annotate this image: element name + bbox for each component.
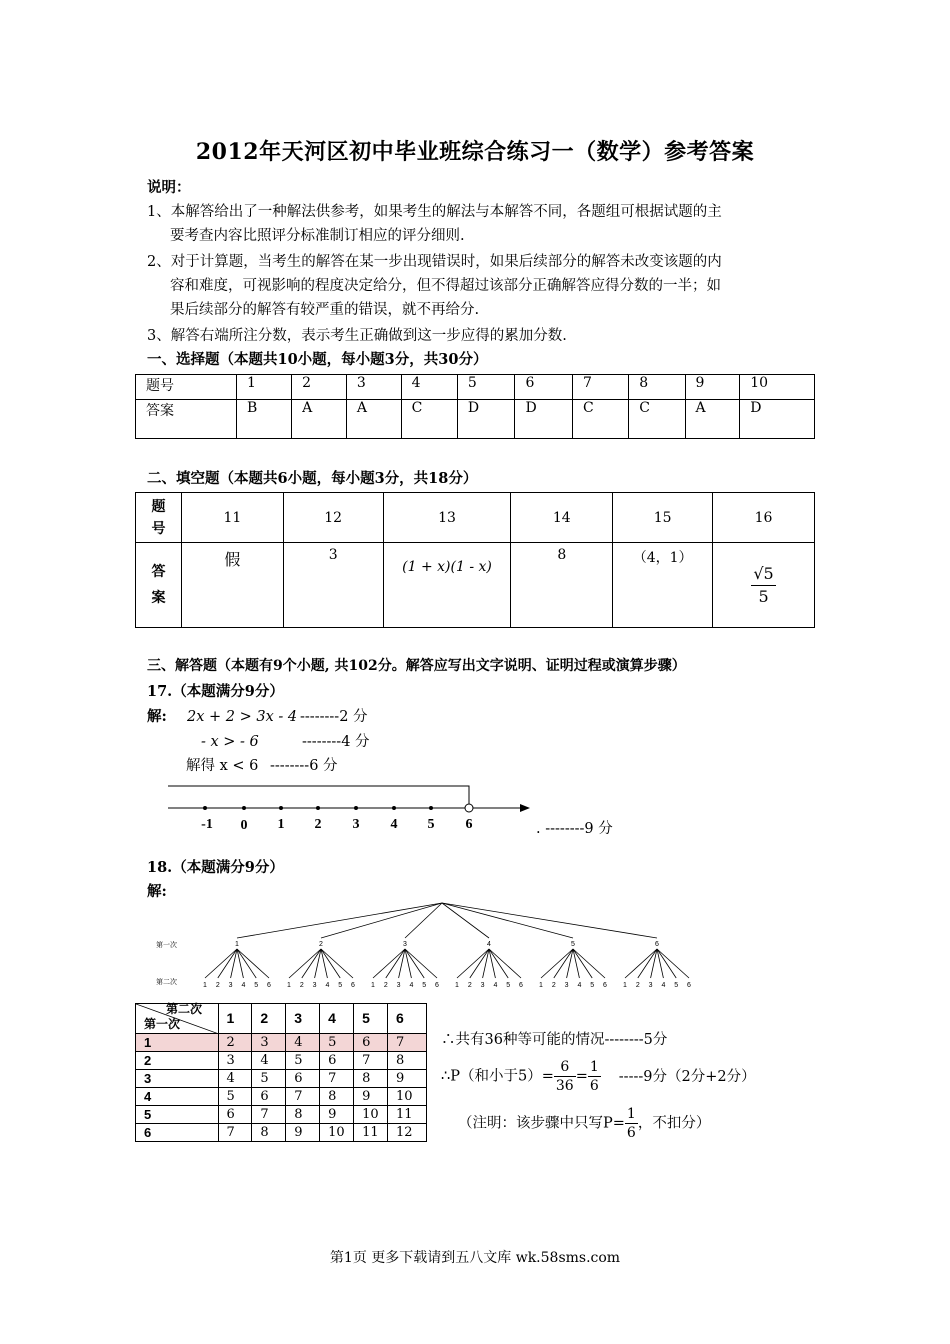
- cell: 2: [292, 375, 347, 400]
- cell: 9: [320, 1106, 354, 1124]
- q18-conclusion-2: [441, 1058, 756, 1095]
- cell-label: [136, 493, 182, 543]
- tree-node-label: 6: [655, 941, 659, 948]
- tick: [429, 806, 433, 810]
- cell: 10: [320, 1124, 354, 1142]
- q18-heading: 18.（本题满分9分）: [147, 859, 284, 876]
- cell: 16: [713, 493, 815, 543]
- label-part: 案: [151, 590, 166, 606]
- cell: 6: [354, 1034, 388, 1052]
- answer-14: 8: [511, 543, 613, 628]
- note-1b: 要考查内容比照评分标准制订相应的评分细则.: [170, 228, 465, 244]
- section1-heading: 一、选择题（本题共10小题，每小题3分，共30分）: [147, 351, 488, 368]
- cell: 5: [286, 1052, 320, 1070]
- prob-prefix: ∴P（和小于5）=: [441, 1068, 554, 1085]
- tree-leaf-label: 3: [480, 982, 485, 989]
- cell: 11: [388, 1106, 427, 1124]
- cell: 2: [218, 1034, 252, 1052]
- tree-row-label: 第二次: [156, 979, 177, 986]
- tree-leaf-label: 3: [396, 982, 401, 989]
- label-part: 号: [151, 520, 166, 537]
- tree-leaf-label: 5: [590, 982, 595, 989]
- denominator: 6: [626, 1125, 636, 1141]
- axis-label: 3: [352, 817, 360, 832]
- tree-leaf-label: 4: [661, 982, 666, 989]
- cell: 6: [320, 1052, 354, 1070]
- tree-labels: [203, 941, 691, 989]
- cell: 6: [252, 1088, 286, 1106]
- axis-label: 5: [427, 817, 435, 832]
- q17-step-2: - x > - 6: [201, 734, 259, 750]
- answer-11: 假: [181, 543, 283, 628]
- cell: D: [457, 400, 515, 439]
- table-row: [136, 1034, 427, 1052]
- table-corner: [136, 1004, 219, 1034]
- q17-heading: 17.（本题满分9分）: [147, 683, 284, 700]
- tree-leaf-label: 3: [228, 982, 233, 989]
- cell: 7: [320, 1070, 354, 1088]
- tree-leaf-label: 4: [409, 982, 414, 989]
- cell: 5: [320, 1034, 354, 1052]
- cell: 15: [613, 493, 713, 543]
- cell: 7: [573, 375, 629, 400]
- cell: 8: [286, 1106, 320, 1124]
- tree-leaf-label: 5: [506, 982, 511, 989]
- tree-leaf-label: 2: [551, 982, 556, 989]
- tree-leaf-label: 5: [422, 982, 427, 989]
- tree-branch: [442, 903, 489, 938]
- equals: =: [575, 1068, 588, 1085]
- axis-label: 2: [314, 817, 322, 832]
- cell: C: [629, 400, 685, 439]
- tree-leaf-label: 6: [267, 982, 271, 989]
- tree-node-label: 5: [571, 941, 575, 948]
- tree-leaf-label: 6: [603, 982, 607, 989]
- col-header: 2: [252, 1004, 286, 1034]
- table-row: [136, 1124, 427, 1142]
- tree-leaf-label: 5: [338, 982, 343, 989]
- cell: 6: [515, 375, 573, 400]
- cell: 9: [286, 1124, 320, 1142]
- table-row: [136, 1106, 427, 1124]
- cell: 10: [388, 1088, 427, 1106]
- q17-jie: 解:: [147, 708, 167, 725]
- q17-step-1: 2x + 2 > 3x - 4: [187, 709, 298, 725]
- note-suffix: ，不扣分）: [637, 1115, 711, 1132]
- table-row: [136, 1070, 427, 1088]
- tree-row-label: 第一次: [156, 942, 177, 949]
- note-2b: 容和难度，可视影响的程度决定给分，但不得超过该部分正确解答应得分数的一半；如: [170, 278, 721, 294]
- col-header: 4: [320, 1004, 354, 1034]
- row-header: 4: [136, 1088, 219, 1106]
- fill-answer-table: [135, 492, 815, 628]
- table-row: [136, 1052, 427, 1070]
- note-2a: 2、对于计算题，当考生的解答在某一步出现错误时，如果后续部分的解答未改变该题的内: [147, 254, 722, 270]
- corner-top: 第二次: [166, 1002, 203, 1016]
- tree-node-label: 2: [319, 941, 323, 948]
- tree-leaf-label: 6: [351, 982, 355, 989]
- cell: 5: [252, 1070, 286, 1088]
- row-header: 1: [136, 1034, 219, 1052]
- tree-leaf-label: 4: [325, 982, 330, 989]
- answer-15: （4，1）: [613, 543, 713, 628]
- number-line: [160, 780, 550, 835]
- cell: 9: [685, 375, 740, 400]
- choice-answer-table: [135, 374, 815, 439]
- numerator: 6: [554, 1058, 576, 1077]
- tree-leaf-label: 5: [674, 982, 679, 989]
- q18-jie: 解:: [147, 883, 167, 900]
- page-footer: 第1页 更多下载请到五八文库 wk.58sms.com: [329, 1250, 621, 1266]
- tree-leaf-label: 4: [493, 982, 498, 989]
- cell-label: [136, 543, 182, 628]
- note-1a: 1、本解答给出了一种解法供参考，如果考生的解法与本解答不同，各题组可根据试题的主: [147, 204, 722, 220]
- cell: 10: [740, 375, 815, 400]
- cell: 8: [354, 1070, 388, 1088]
- cell: 12: [388, 1124, 427, 1142]
- tick: [203, 806, 207, 810]
- q17-score-2: --------4 分: [302, 734, 370, 750]
- cell: 9: [354, 1088, 388, 1106]
- denominator: 5: [758, 586, 769, 606]
- page-title: 2012年天河区初中毕业班综合练习一（数学）参考答案: [195, 139, 755, 165]
- cell: D: [515, 400, 573, 439]
- q17-score-4: . --------9 分: [536, 821, 613, 837]
- axis-arrow: [520, 804, 530, 812]
- tree-leaf-label: 2: [299, 982, 304, 989]
- cell: 11: [354, 1124, 388, 1142]
- tree-leaf-label: 1: [203, 982, 207, 989]
- table-row: [136, 1088, 427, 1106]
- tree-leaf-label: 3: [648, 982, 653, 989]
- cell: 6: [218, 1106, 252, 1124]
- solution-bracket: [168, 786, 469, 808]
- cell: 4: [252, 1052, 286, 1070]
- axis-label: 1: [277, 817, 285, 832]
- cell: A: [685, 400, 740, 439]
- cell: 9: [388, 1070, 427, 1088]
- fraction: [751, 563, 775, 608]
- cell: 8: [320, 1088, 354, 1106]
- cell: 13: [383, 493, 511, 543]
- label-part: 题: [151, 498, 166, 515]
- col-header: 5: [354, 1004, 388, 1034]
- cell: B: [237, 400, 292, 439]
- tree-leaf-label: 1: [539, 982, 543, 989]
- tree-leaf-label: 3: [564, 982, 569, 989]
- notes-heading: 说明：: [147, 179, 191, 196]
- q18-note: [458, 1105, 710, 1142]
- cell: 1: [237, 375, 292, 400]
- tree-leaf-label: 2: [215, 982, 220, 989]
- note-2c: 果后续部分的解答有较严重的错误，就不再给分.: [170, 302, 480, 318]
- sum-table: [135, 1003, 427, 1142]
- denominator: 6: [589, 1078, 599, 1094]
- q17-score-1: --------2 分: [300, 709, 368, 725]
- cell-label: 答案: [136, 400, 237, 439]
- axis-label: 0: [240, 818, 248, 833]
- tree-leaf-label: 6: [687, 982, 691, 989]
- cell: 7: [354, 1052, 388, 1070]
- numerator: √5: [751, 563, 775, 586]
- cell: 10: [354, 1106, 388, 1124]
- tree-leaf-label: 1: [371, 982, 375, 989]
- row-header: 3: [136, 1070, 219, 1088]
- col-header: 1: [218, 1004, 252, 1034]
- tree-leaf-label: 5: [254, 982, 259, 989]
- cell: 5: [218, 1088, 252, 1106]
- axis-label: 4: [390, 817, 398, 832]
- row-header: 2: [136, 1052, 219, 1070]
- prob-score: -----9分（2分+2分）: [618, 1068, 756, 1085]
- tick: [316, 806, 320, 810]
- cell: 5: [457, 375, 515, 400]
- tree-leaf-label: 3: [312, 982, 317, 989]
- cell: 3: [218, 1052, 252, 1070]
- row-header: 6: [136, 1124, 219, 1142]
- cell-label: 题号: [136, 375, 237, 400]
- q17-step-3: 解得 x < 6: [186, 758, 259, 774]
- section2-heading: 二、填空题（本题共6小题，每小题3分，共18分）: [147, 470, 478, 487]
- q17-score-3: --------6 分: [270, 758, 338, 774]
- tree-leaf-label: 1: [623, 982, 627, 989]
- tree-branch: [442, 903, 657, 938]
- cell: A: [346, 400, 401, 439]
- row-header: 5: [136, 1106, 219, 1124]
- tree-branches: [205, 903, 689, 978]
- tree-node-label: 3: [403, 941, 407, 948]
- cell: 7: [388, 1034, 427, 1052]
- axis-label: -1: [201, 817, 213, 832]
- numerator: 1: [626, 1106, 636, 1122]
- label-part: 答: [151, 564, 166, 580]
- corner-bottom: 第一次: [144, 1017, 181, 1031]
- tick: [354, 806, 358, 810]
- tick: [392, 806, 396, 810]
- cell: 14: [511, 493, 613, 543]
- numerator: 1: [589, 1059, 599, 1075]
- cell: 4: [401, 375, 457, 400]
- tick: [279, 806, 283, 810]
- cell: 11: [181, 493, 283, 543]
- cell: A: [292, 400, 347, 439]
- tree-leaf-label: 6: [519, 982, 523, 989]
- tree-leaf-label: 2: [467, 982, 472, 989]
- note-prefix: （注明：该步骤中只写P=: [458, 1115, 625, 1132]
- cell: D: [740, 400, 815, 439]
- fraction: [625, 1105, 638, 1142]
- tree-node-label: 4: [487, 941, 491, 948]
- col-header: 6: [388, 1004, 427, 1034]
- tree-diagram: [150, 900, 710, 995]
- cell: 7: [218, 1124, 252, 1142]
- cell: 3: [252, 1034, 286, 1052]
- q18-conclusion-1: ∴共有36种等可能的情况--------5分: [441, 1032, 668, 1048]
- cell: 4: [218, 1070, 252, 1088]
- answer-16: [713, 543, 815, 628]
- tree-leaf-label: 2: [383, 982, 388, 989]
- axis-label: 6: [465, 817, 473, 832]
- tick: [242, 806, 246, 810]
- tree-leaf-label: 6: [435, 982, 439, 989]
- cell: 7: [252, 1106, 286, 1124]
- cell: 8: [388, 1052, 427, 1070]
- tree-leaf-label: 4: [577, 982, 582, 989]
- tree-leaf-label: 1: [455, 982, 459, 989]
- cell: 12: [283, 493, 383, 543]
- denominator: 36: [555, 1078, 574, 1094]
- cell: 8: [252, 1124, 286, 1142]
- answer-12: 3: [283, 543, 383, 628]
- cell: C: [401, 400, 457, 439]
- cell: 7: [286, 1088, 320, 1106]
- fraction: [554, 1058, 576, 1095]
- tree-leaf-label: 1: [287, 982, 291, 989]
- fraction: [588, 1058, 601, 1095]
- answer-13: (1 + x)(1 - x): [383, 543, 511, 628]
- cell: C: [573, 400, 629, 439]
- tree-leaf-label: 2: [635, 982, 640, 989]
- tree-leaf-label: 4: [241, 982, 246, 989]
- note-3: 3、解答右端所注分数，表示考生正确做到这一步应得的累加分数.: [147, 328, 567, 344]
- open-circle: [465, 804, 473, 812]
- cell: 8: [629, 375, 685, 400]
- cell: 6: [286, 1070, 320, 1088]
- tree-node-label: 1: [235, 941, 239, 948]
- cell: 4: [286, 1034, 320, 1052]
- tree-branch: [442, 903, 573, 938]
- col-header: 3: [286, 1004, 320, 1034]
- cell: 3: [346, 375, 401, 400]
- section3-heading: 三、解答题（本题有9个小题, 共102分。解答应写出文字说明、证明过程或演算步骤）: [147, 658, 686, 674]
